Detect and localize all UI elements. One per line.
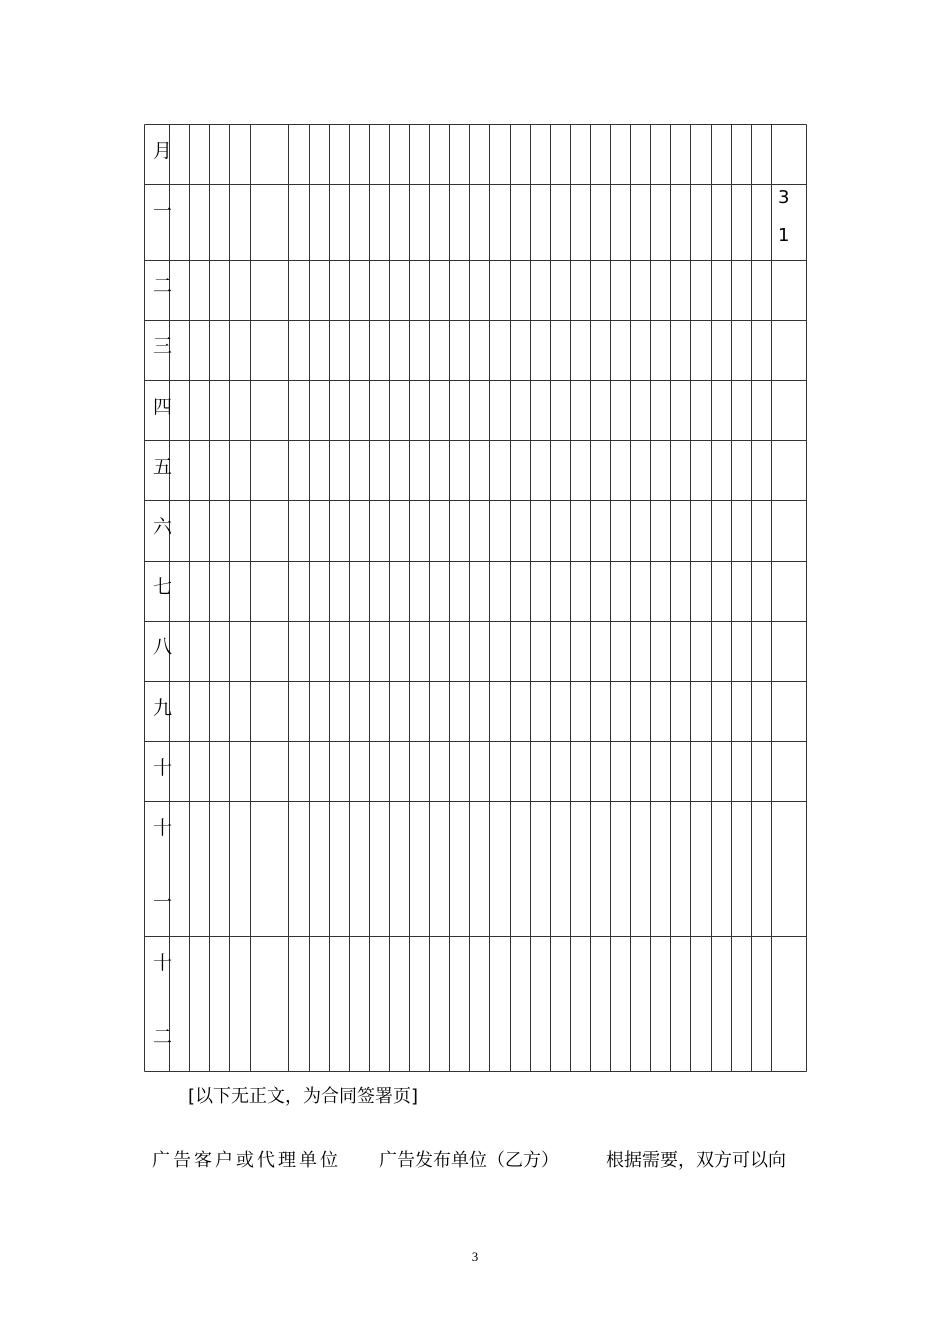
row-label-12-bottom: 二 [153,1026,173,1048]
row-label-1: 一 [153,200,173,222]
publisher-signature-label: 广告发布单位（乙方） [379,1150,559,1171]
cell-day-digit-bottom: 1 [778,225,790,246]
row-label-6: 六 [153,516,173,538]
row-label-10: 十 [153,757,173,779]
row-label-3: 三 [153,335,173,357]
row-label-9: 九 [153,697,173,719]
remark-text: 根据需要，双方可以向 [606,1150,786,1171]
row-label-7: 七 [153,576,173,598]
row-label-8: 八 [153,636,173,658]
header-month-label: 月 [153,140,173,162]
client-signature-label: 广告客户或代理单位 [152,1150,341,1171]
cell-day-digit-top: 3 [778,187,790,208]
page-number: 3 [471,1249,479,1264]
row-label-11-bottom: 一 [153,891,173,913]
row-label-4: 四 [153,396,173,418]
end-of-text-note: [以下无正文，为合同签署页] [188,1086,419,1107]
row-label-2: 二 [153,275,173,297]
row-label-11-top: 十 [153,817,173,839]
row-label-5: 五 [153,456,173,478]
row-label-12-top: 十 [153,952,173,974]
